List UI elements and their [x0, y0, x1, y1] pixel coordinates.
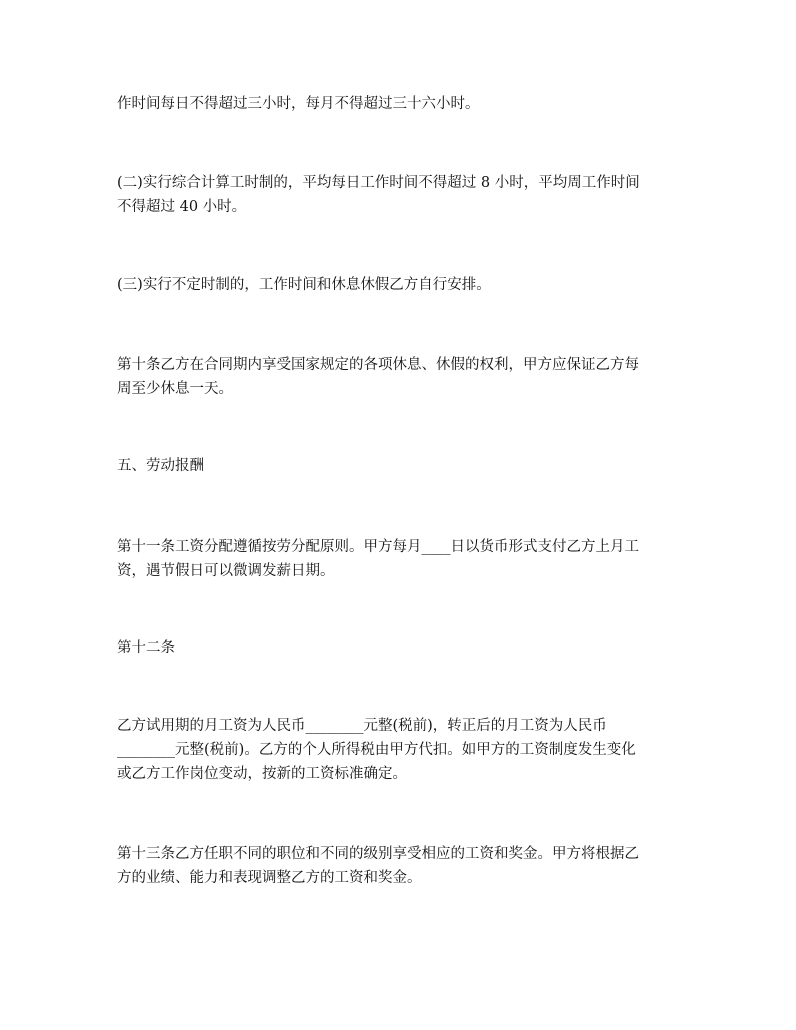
paragraph-work-hours-limit: 作时间每日不得超过三小时，每月不得超过三十六小时。 [117, 96, 480, 112]
paragraph-article-10: 第十条乙方在合同期内享受国家规定的各项休息、休假的权利，甲方应保证乙方每 周至少休息一天。 [117, 357, 639, 397]
paragraph-article-12-heading: 第十二条 [117, 640, 175, 656]
paragraph-flexible-hours: (三)实行不定时制的，工作时间和休息休假乙方自行安排。 [117, 277, 491, 293]
paragraph-article-11: 第十一条工资分配遵循按劳分配原则。甲方每月____日以货币形式支付乙方上月工 资，遇节假日可以微调发薪日期。 [117, 539, 639, 579]
section-heading-remuneration: 五、劳动报酬 [117, 458, 204, 474]
paragraph-article-13: 第十三条乙方任职不同的职位和不同的级别享受相应的工资和奖金。甲方将根据乙 方的业绩、能力和表现调整乙方的工资和奖金。 [117, 846, 639, 886]
paragraph-comprehensive-hours: (二)实行综合计算工时制的，平均每日工作时间不得超过 8 小时，平均周工作时间 不得超过 40 小时。 [117, 175, 640, 215]
paragraph-salary-terms: 乙方试用期的月工资为人民币________元整(税前)，转正后的月工资为人民币 ________元整(税前)。乙方的个人所得税由甲方代扣。如甲方的工资制度发生变化 或乙方工作岗位变动，按新的工资标准确定。 [117, 718, 636, 782]
